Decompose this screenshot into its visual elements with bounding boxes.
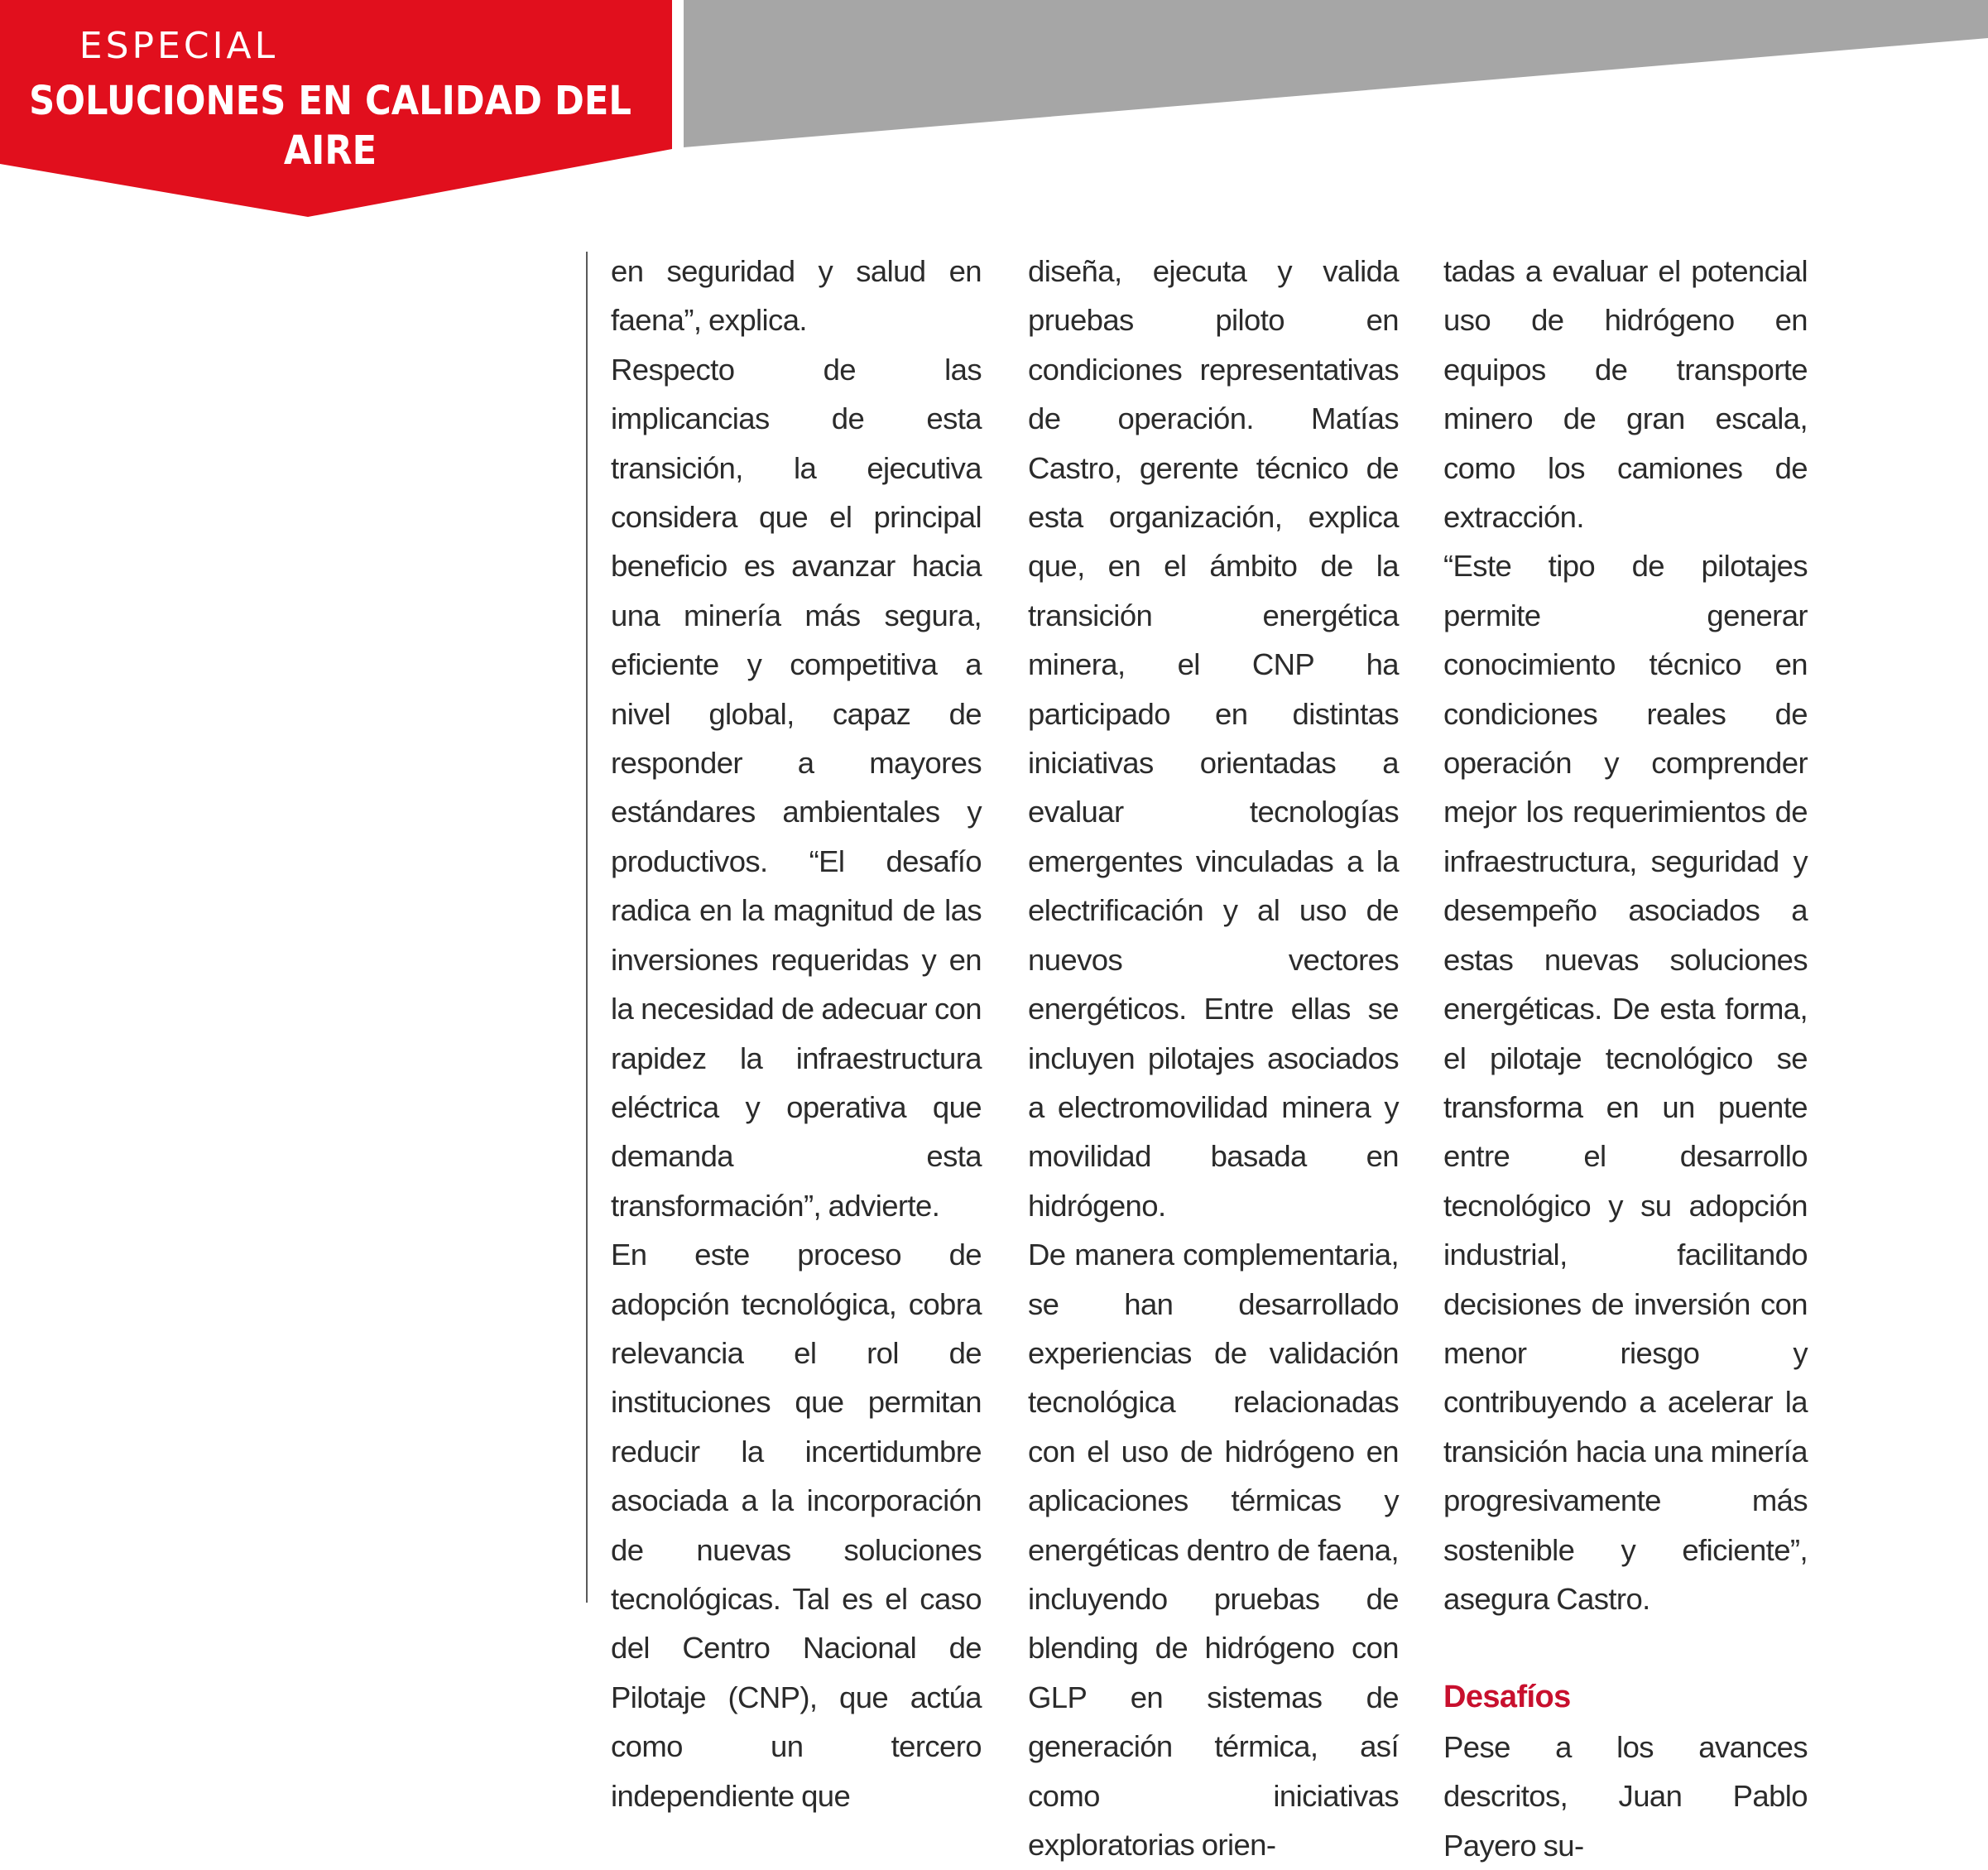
paragraph: “Este tipo de pilotajes permite generar conocimiento técnico en condiciones reales de operación y comprender mejor los requerimientos de infraestructura, seguridad y desempeño asociados a estas nuevas soluciones energéticas. De esta forma, el pilotaje tecnológico se transforma en un puente entre el desarrollo tecnológico y su adopción industrial, facilitando decisiones de inversión con menor riesgo y contribuyendo a acelerar la transición hacia una minería progresivamente más sostenible y eficiente”, asegura Castro. <box>1443 549 1808 1616</box>
paragraph: diseña, ejecuta y valida pruebas piloto en condiciones representativas de operación. Matías Castro, gerente técnico de esta organización, explica que, en el ámbito de la transición energética minera, el CNP ha participado en distintas iniciativas orientadas a evaluar tecnologías emergentes vinculadas a la electrificación y al uso de nuevos vectores energéticos. Entre ellas se incluyen pilotajes asociados a electromovilidad minera y movilidad basada en hidrógeno. <box>1028 254 1399 1223</box>
paragraph: De manera complementaria, se han desarrollado experiencias de validación tecnológica relacionadas con el uso de hidrógeno en aplicaciones térmicas y energéticas dentro de faena, incluyendo pruebas de blending de hidrógeno con GLP en sistemas de generación térmica, así como iniciativas exploratorias orien- <box>1028 1238 1399 1862</box>
section-kicker: ESPECIAL <box>79 25 279 67</box>
article-column-1 <box>611 247 982 1820</box>
paragraph: Respecto de las implicancias de esta transición, la ejecutiva considera que el principal beneficio es avanzar hacia una minería más segura, eficiente y competitiva a nivel global, capaz de responder a mayores estándares ambientales y productivos. “El desafío radica en la magnitud de las inversiones requeridas y en la necesidad de adecuar con rapidez la infraestructura eléctrica y operativa que demanda esta transformación”, advierte. <box>611 352 982 1223</box>
section-subheading: Desafíos <box>1443 1680 1571 1715</box>
header-gray-band <box>684 0 1988 147</box>
paragraph: en seguridad y salud en faena”, explica. <box>611 254 982 338</box>
column-rule <box>586 252 588 1603</box>
article-column-3 <box>1443 247 1808 1870</box>
paragraph: tadas a evaluar el potencial uso de hidrógeno en equipos de transporte minero de gran escala, como los camiones de extracción. <box>1443 254 1808 535</box>
paragraph: Pese a los avances descritos, Juan Pablo Payero su- <box>1443 1729 1808 1863</box>
section-title: SOLUCIONES EN CALIDAD DEL AIRE <box>29 78 631 174</box>
paragraph: En este proceso de adopción tecnológica, cobra relevancia el rol de instituciones que permitan reducir la incertidumbre asociada a la incorporación de nuevas soluciones tecnológicas. Tal es el caso del Centro Nacional de Pilotaje (CNP), que actúa como un tercero independiente que <box>611 1238 982 1813</box>
article-column-2 <box>1028 247 1399 1869</box>
